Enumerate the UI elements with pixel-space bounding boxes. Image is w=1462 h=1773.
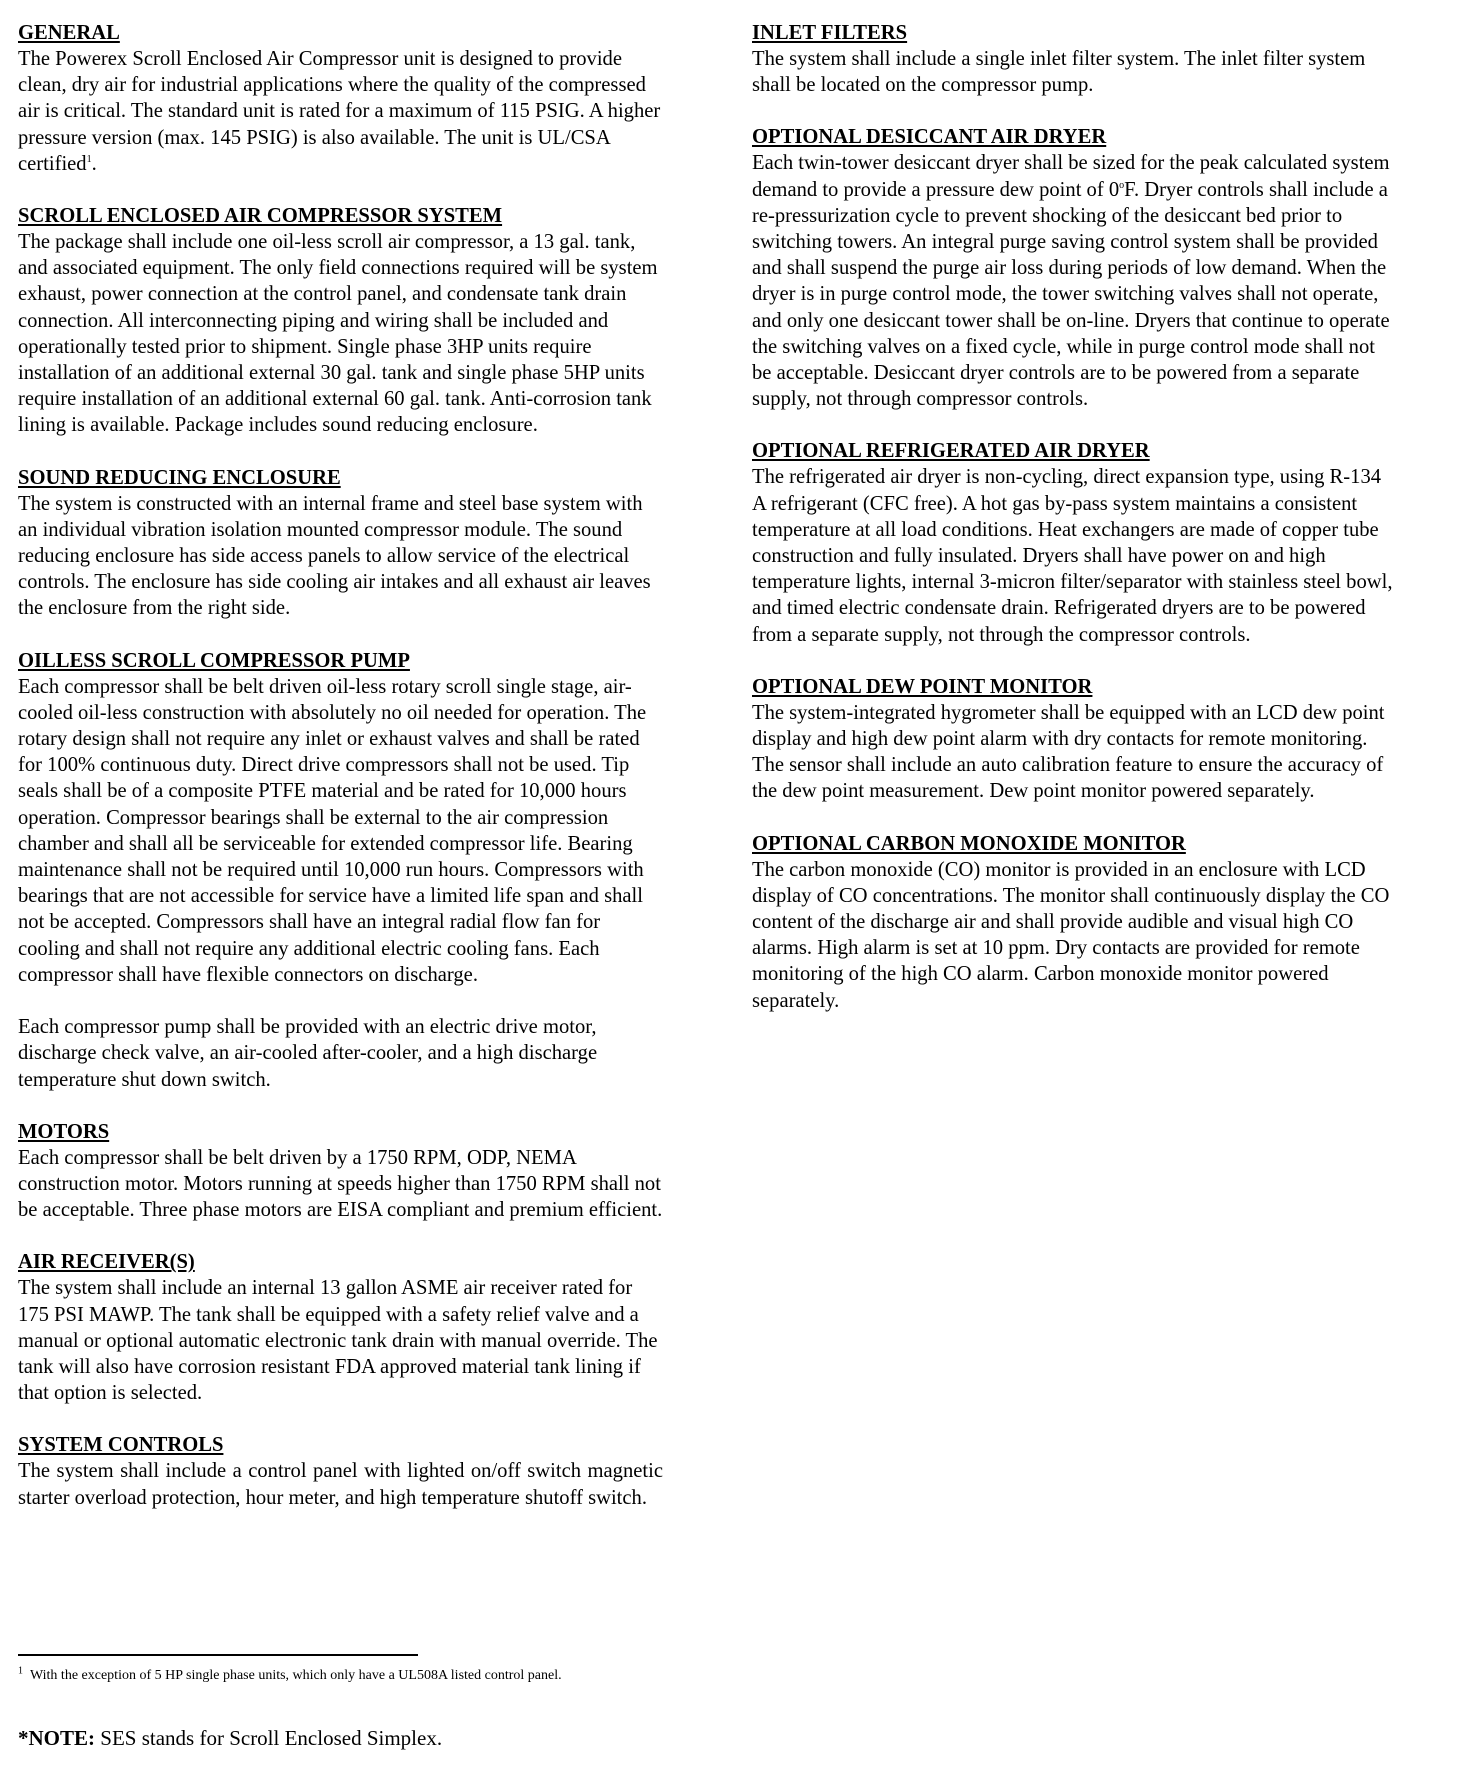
section-heading: OPTIONAL DEW POINT MONITOR — [752, 675, 1093, 698]
section-text: Each compressor shall be belt driven oil-less rotary scroll single stage, air-cooled oil-less construction with absolutely no oil needed for operation. The rotary design shall not require any inlet or exhaust valves and shall be rated for 100% continuous duty. Direct drive compressors shall not be used. Tip seals shall be of a composite PTFE material and be rated for 10,000 hours operation. Compressor bearings shall be external to the air compression chamber and shall all be serviceable for extended compressor life. Bearing maintenance shall not be required until 10,000 run hours. Compressors with bearings that are not accessible for service have a limited life span and shall not be accepted. Compressors shall have an integral radial flow fan for cooling and shall not require any additional electric cooling fans. Each compressor shall have flexible connectors on discharge. — [18, 675, 647, 986]
section-refrigerated-dryer — [752, 438, 1397, 647]
section-heading: GENERAL — [18, 22, 120, 44]
section-text: Each compressor shall be belt driven by a 1750 RPM, ODP, NEMA construction motor. Motors running at speeds higher than 1750 RPM shall not be acceptable. Three phase motors are EISA compliant and premium efficient. — [18, 1146, 663, 1222]
section-text: The system is constructed with an internal frame and steel base system with an individual vibration isolation mounted compressor module. The sound reducing enclosure has side access panels to allow service of the electrical controls. The enclosure has side cooling air intakes and all exhaust air leaves the enclosure from the right side. — [18, 492, 651, 620]
section-air-receivers — [18, 1249, 663, 1406]
section-text: The carbon monoxide (CO) monitor is provided in an enclosure with LCD display of CO concentrations. The monitor shall continuously display the CO content of the discharge air and shall provide audible and visual high CO alarms. High alarm is set at 10 ppm. Dry contacts are provided for remote monitoring of the high CO alarm. Carbon monoxide monitor powered separately. — [752, 858, 1390, 1012]
section-heading: AIR RECEIVER(S) — [18, 1251, 195, 1274]
section-heading: INLET FILTERS — [752, 22, 908, 44]
footnote-text: With the exception of 5 HP single phase units, which only have a UL508A listed control panel. — [30, 1668, 562, 1683]
section-motors — [18, 1119, 663, 1224]
section-heading: OPTIONAL DESICCANT AIR DRYER — [752, 126, 1107, 149]
section-heading: OPTIONAL REFRIGERATED AIR DRYER — [752, 440, 1150, 463]
section-compressor-pump — [18, 648, 663, 1093]
note-label: *NOTE: — [18, 1726, 96, 1750]
section-heading: MOTORS — [18, 1120, 110, 1143]
section-text: The system shall include an internal 13 gallon ASME air receiver rated for 175 PSI MAWP. The tank shall be equipped with a safety relief valve and a manual or optional automatic electronic tank drain with manual override. The tank will also have corrosion resistant FDA approved material tank lining if that option is selected. — [18, 1277, 658, 1405]
note — [18, 1724, 718, 1752]
degree-mark: o — [1119, 179, 1125, 191]
section-text: The system shall include a control panel with lighted on/off switch magnetic starter overload protection, hour meter, and high temperature shutoff switch. — [18, 1460, 663, 1509]
section-general — [18, 20, 663, 177]
right-column — [752, 20, 1397, 1040]
section-co-monitor — [752, 831, 1397, 1014]
section-text: The package shall include one oil-less scroll air compressor, a 13 gal. tank, and associated equipment. The only field connections required will be system exhaust, power connection at the control panel, and condensate tank drain connection. All interconnecting piping and wiring shall be included and operationally tested prior to shipment. Single phase 3HP units require installation of an additional external 30 gal. tank and single phase 5HP units require installation of an additional external 60 gal. tank. Anti-corrosion tank lining is available. Package includes sound reducing enclosure. — [18, 231, 658, 437]
section-heading: SOUND REDUCING ENCLOSURE — [18, 466, 341, 489]
footnote — [18, 1665, 658, 1686]
section-text: The system shall include a single inlet filter system. The inlet filter system shall be located on the compressor pump. — [752, 48, 1366, 97]
section-dew-point-monitor — [752, 674, 1397, 805]
section-heading: OPTIONAL CARBON MONOXIDE MONITOR — [752, 832, 1186, 855]
section-sound-enclosure — [18, 465, 663, 622]
section-scroll-system — [18, 203, 663, 439]
section-system-controls — [18, 1432, 663, 1510]
section-inlet-filters — [752, 20, 1397, 98]
section-desiccant-dryer — [752, 124, 1397, 412]
section-heading: OILLESS SCROLL COMPRESSOR PUMP — [18, 649, 410, 672]
footnote-divider — [18, 1654, 418, 1656]
section-heading: SCROLL ENCLOSED AIR COMPRESSOR SYSTEM — [18, 205, 503, 228]
section-text: Each compressor pump shall be provided with an electric drive motor, discharge check valve, an air-cooled after-cooler, and a high discharge temperature shut down switch. — [18, 1016, 598, 1091]
footnote-ref: 1 — [86, 153, 92, 165]
section-text: The Powerex Scroll Enclosed Air Compressor unit is designed to provide clean, dry air for industrial applications where the quality of the compressed air is critical. The standard unit is rated for a maximum of 115 PSIG. A higher pressure version (max. 145 PSIG) is also available. The unit is UL/CSA certified$^1$. — [18, 48, 661, 175]
section-text: Each twin-tower desiccant dryer shall be sized for the peak calculated system demand to provide a pressure dew point of 0$^o$F. Dryer controls shall include a re-pressurization cycle to prevent shocking of the desiccant bed prior to switching towers. An integral purge saving control system shall be provided and shall suspend the purge air loss during periods of low demand. When the dryer is in purge control mode, the tower switching valves shall not operate, and only one desiccant tower shall be on-line. Dryers that continue to operate the switching valves on a fixed cycle, while in purge control mode shall not be acceptable. Desiccant dryer controls are to be powered from a separate supply, not through compressor controls. — [752, 152, 1390, 411]
note-text: SES stands for Scroll Enclosed Simplex. — [100, 1726, 443, 1750]
section-text: The refrigerated air dryer is non-cycling, direct expansion type, using R-134 A refrigerant (CFC free). A hot gas by-pass system maintains a consistent temperature at all load conditions. Heat exchangers are made of copper tube construction and fully insulated. Dryers shall have power on and high temperature lights, internal 3-micron filter/separator with stainless steel bowl, and timed electric condensate drain. Refrigerated dryers are to be powered from a separate supply, not through the compressor controls. — [752, 466, 1393, 646]
left-column — [18, 20, 663, 1537]
footnote-marker: 1 — [18, 1665, 23, 1677]
section-heading: SYSTEM CONTROLS — [18, 1434, 224, 1457]
section-text: The system-integrated hygrometer shall be equipped with an LCD dew point display and high dew point alarm with dry contacts for remote monitoring. The sensor shall include an auto calibration feature to ensure the accuracy of the dew point measurement. Dew point monitor powered separately. — [752, 701, 1385, 803]
